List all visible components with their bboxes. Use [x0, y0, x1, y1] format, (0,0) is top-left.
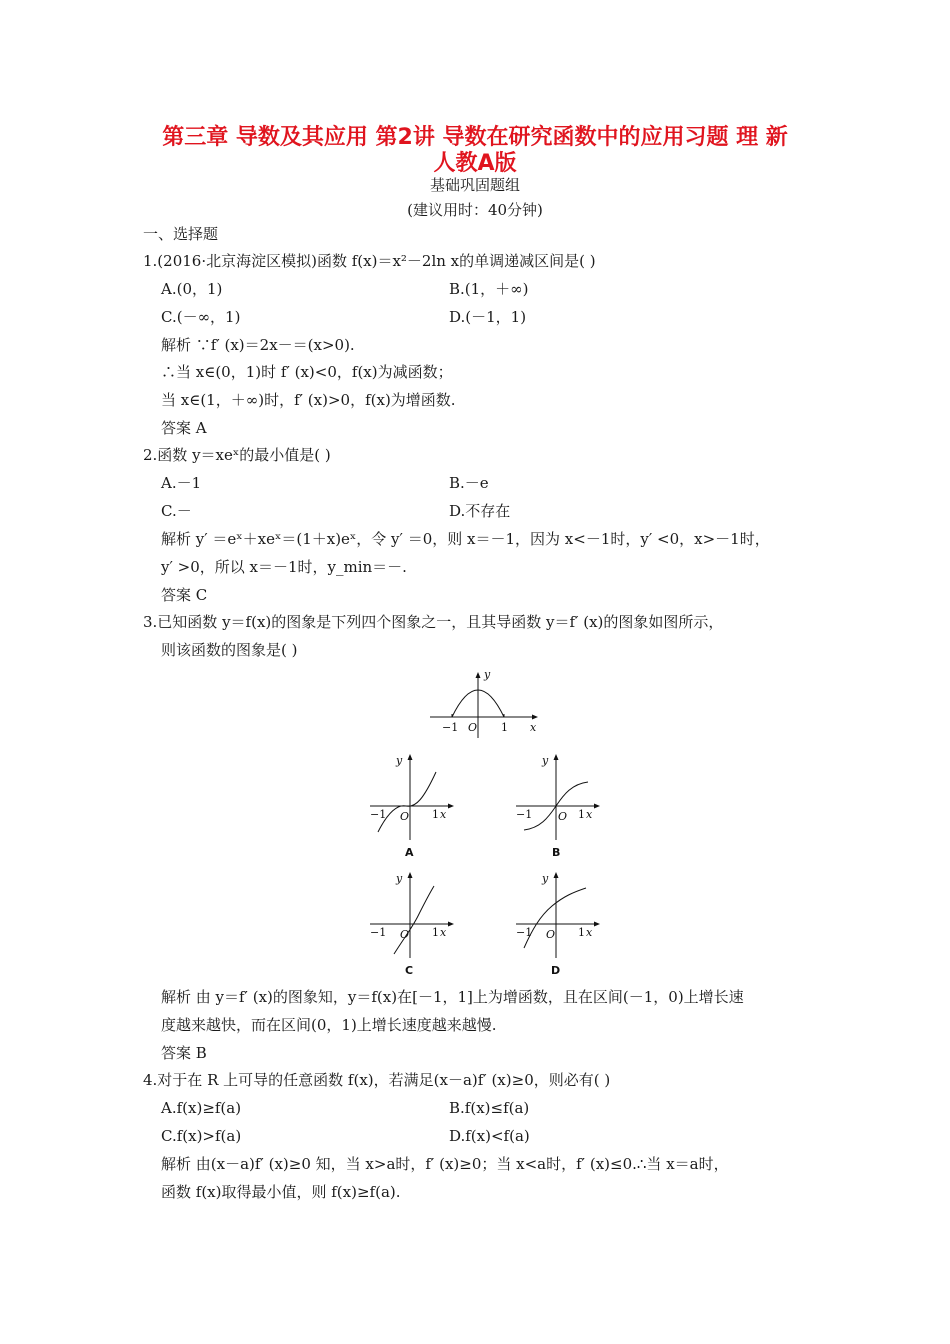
- d-y-label: y: [542, 872, 549, 885]
- q3-answer: 答案 B: [161, 1044, 207, 1062]
- q4-option-c: C.f(x)>f(a): [161, 1127, 242, 1145]
- option-d-label: D: [551, 964, 561, 977]
- deriv-x-label: x: [530, 721, 537, 734]
- q1-analysis-2: ∴当 x∈(0，1)时 f′ (x)<0，f(x)为减函数；: [161, 363, 453, 381]
- q1-option-d: D.(－1，1): [449, 308, 527, 326]
- q4-analysis-2: 函数 f(x)取得最小值，则 f(x)≥f(a).: [161, 1183, 401, 1201]
- part-title: 一、选择题: [143, 225, 219, 243]
- q1-stem: 1.(2016·北京海淀区模拟)函数 f(x)＝x²－2ln x的单调递减区间是( ): [143, 252, 596, 270]
- q2-option-c: C.－: [161, 502, 192, 520]
- q4-option-d: D.f(x)<f(a): [449, 1127, 530, 1145]
- d-x-label: x: [586, 926, 593, 939]
- q4-option-b: B.f(x)≤f(a): [449, 1099, 530, 1117]
- option-a-graph: [366, 748, 458, 860]
- deriv-right-tick: 1: [501, 721, 508, 734]
- q2-stem: 2.函数 y＝xeˣ的最小值是( ): [143, 446, 331, 464]
- a-left-tick: −1: [370, 808, 387, 821]
- time-hint: (建议用时：40分钟): [407, 201, 543, 219]
- q4-option-a: A.f(x)≥f(a): [161, 1099, 242, 1117]
- q4-analysis-1: 解析 由(x－a)f′ (x)≥0 知，当 x>a时，f′ (x)≥0；当 x<a时，f′ (x)≤0.∴当 x＝a时，: [161, 1155, 729, 1173]
- c-right-tick: 1: [432, 926, 439, 939]
- q4-stem: 4.对于在 R 上可导的任意函数 f(x)，若满足(x－a)f′ (x)≥0，则必有( ): [143, 1071, 611, 1089]
- option-a-label: A: [405, 846, 414, 859]
- q2-option-b: B.－e: [449, 474, 489, 492]
- doc-title-line-1: 第三章 导数及其应用 第2讲 导数在研究函数中的应用习题 理 新: [162, 125, 788, 150]
- q3-analysis-2: 度越来越快，而在区间(0，1)上增长速度越来越慢.: [161, 1016, 497, 1034]
- option-b-graph: [512, 748, 604, 860]
- q1-option-c: C.(－∞，1): [161, 308, 241, 326]
- c-y-label: y: [396, 872, 403, 885]
- b-y-label: y: [542, 754, 549, 767]
- d-right-tick: 1: [578, 926, 585, 939]
- q3-stem-2: 则该函数的图象是( ): [161, 641, 298, 659]
- doc-title-line-2: 人教A版: [433, 151, 517, 176]
- c-origin-label: O: [400, 928, 410, 941]
- q1-answer: 答案 A: [161, 419, 207, 437]
- deriv-y-label: y: [484, 668, 491, 681]
- q3-stem-1: 3.已知函数 y＝f(x)的图象是下列四个图象之一，且其导函数 y＝f′ (x)的图象如图所示，: [143, 613, 724, 631]
- option-c-label: C: [405, 964, 414, 977]
- a-origin-label: O: [400, 810, 410, 823]
- a-y-label: y: [396, 754, 403, 767]
- q1-option-a: A.(0，1): [161, 280, 223, 298]
- a-right-tick: 1: [432, 808, 439, 821]
- c-left-tick: −1: [370, 926, 387, 939]
- q2-option-d: D.不存在: [449, 502, 511, 520]
- option-d-graph: [512, 866, 604, 978]
- deriv-left-tick: −1: [442, 721, 459, 734]
- a-x-label: x: [440, 808, 447, 821]
- c-x-label: x: [440, 926, 447, 939]
- q1-analysis-1: 解析 ∵f′ (x)＝2x－＝(x>0).: [161, 336, 355, 354]
- b-left-tick: −1: [516, 808, 533, 821]
- d-origin-label: O: [546, 928, 556, 941]
- q2-option-a: A.－1: [161, 474, 202, 492]
- q2-analysis-1: 解析 y′ ＝eˣ＋xeˣ＝(1＋x)eˣ，令 y′ ＝0，则 x＝－1，因为 x<－1时，y′ <0，x>－1时，: [161, 530, 770, 548]
- b-x-label: x: [586, 808, 593, 821]
- b-origin-label: O: [558, 810, 568, 823]
- d-left-tick: −1: [516, 926, 533, 939]
- q1-analysis-3: 当 x∈(1，＋∞)时，f′ (x)>0，f(x)为增函数.: [161, 391, 456, 409]
- q2-answer: 答案 C: [161, 586, 208, 604]
- option-b-label: B: [552, 846, 561, 859]
- derivative-graph: [428, 668, 540, 740]
- section-title: 基础巩固题组: [429, 176, 520, 194]
- option-c-graph: [366, 866, 458, 978]
- b-right-tick: 1: [578, 808, 585, 821]
- q2-analysis-2: y′ >0，所以 x＝－1时，y_min＝－.: [161, 558, 407, 576]
- q1-option-b: B.(1，＋∞): [449, 280, 529, 298]
- q3-analysis-1: 解析 由 y＝f′ (x)的图象知，y＝f(x)在[－1，1]上为增函数，且在区间(－1，0)上增长速: [161, 988, 744, 1006]
- deriv-origin-label: O: [468, 721, 478, 734]
